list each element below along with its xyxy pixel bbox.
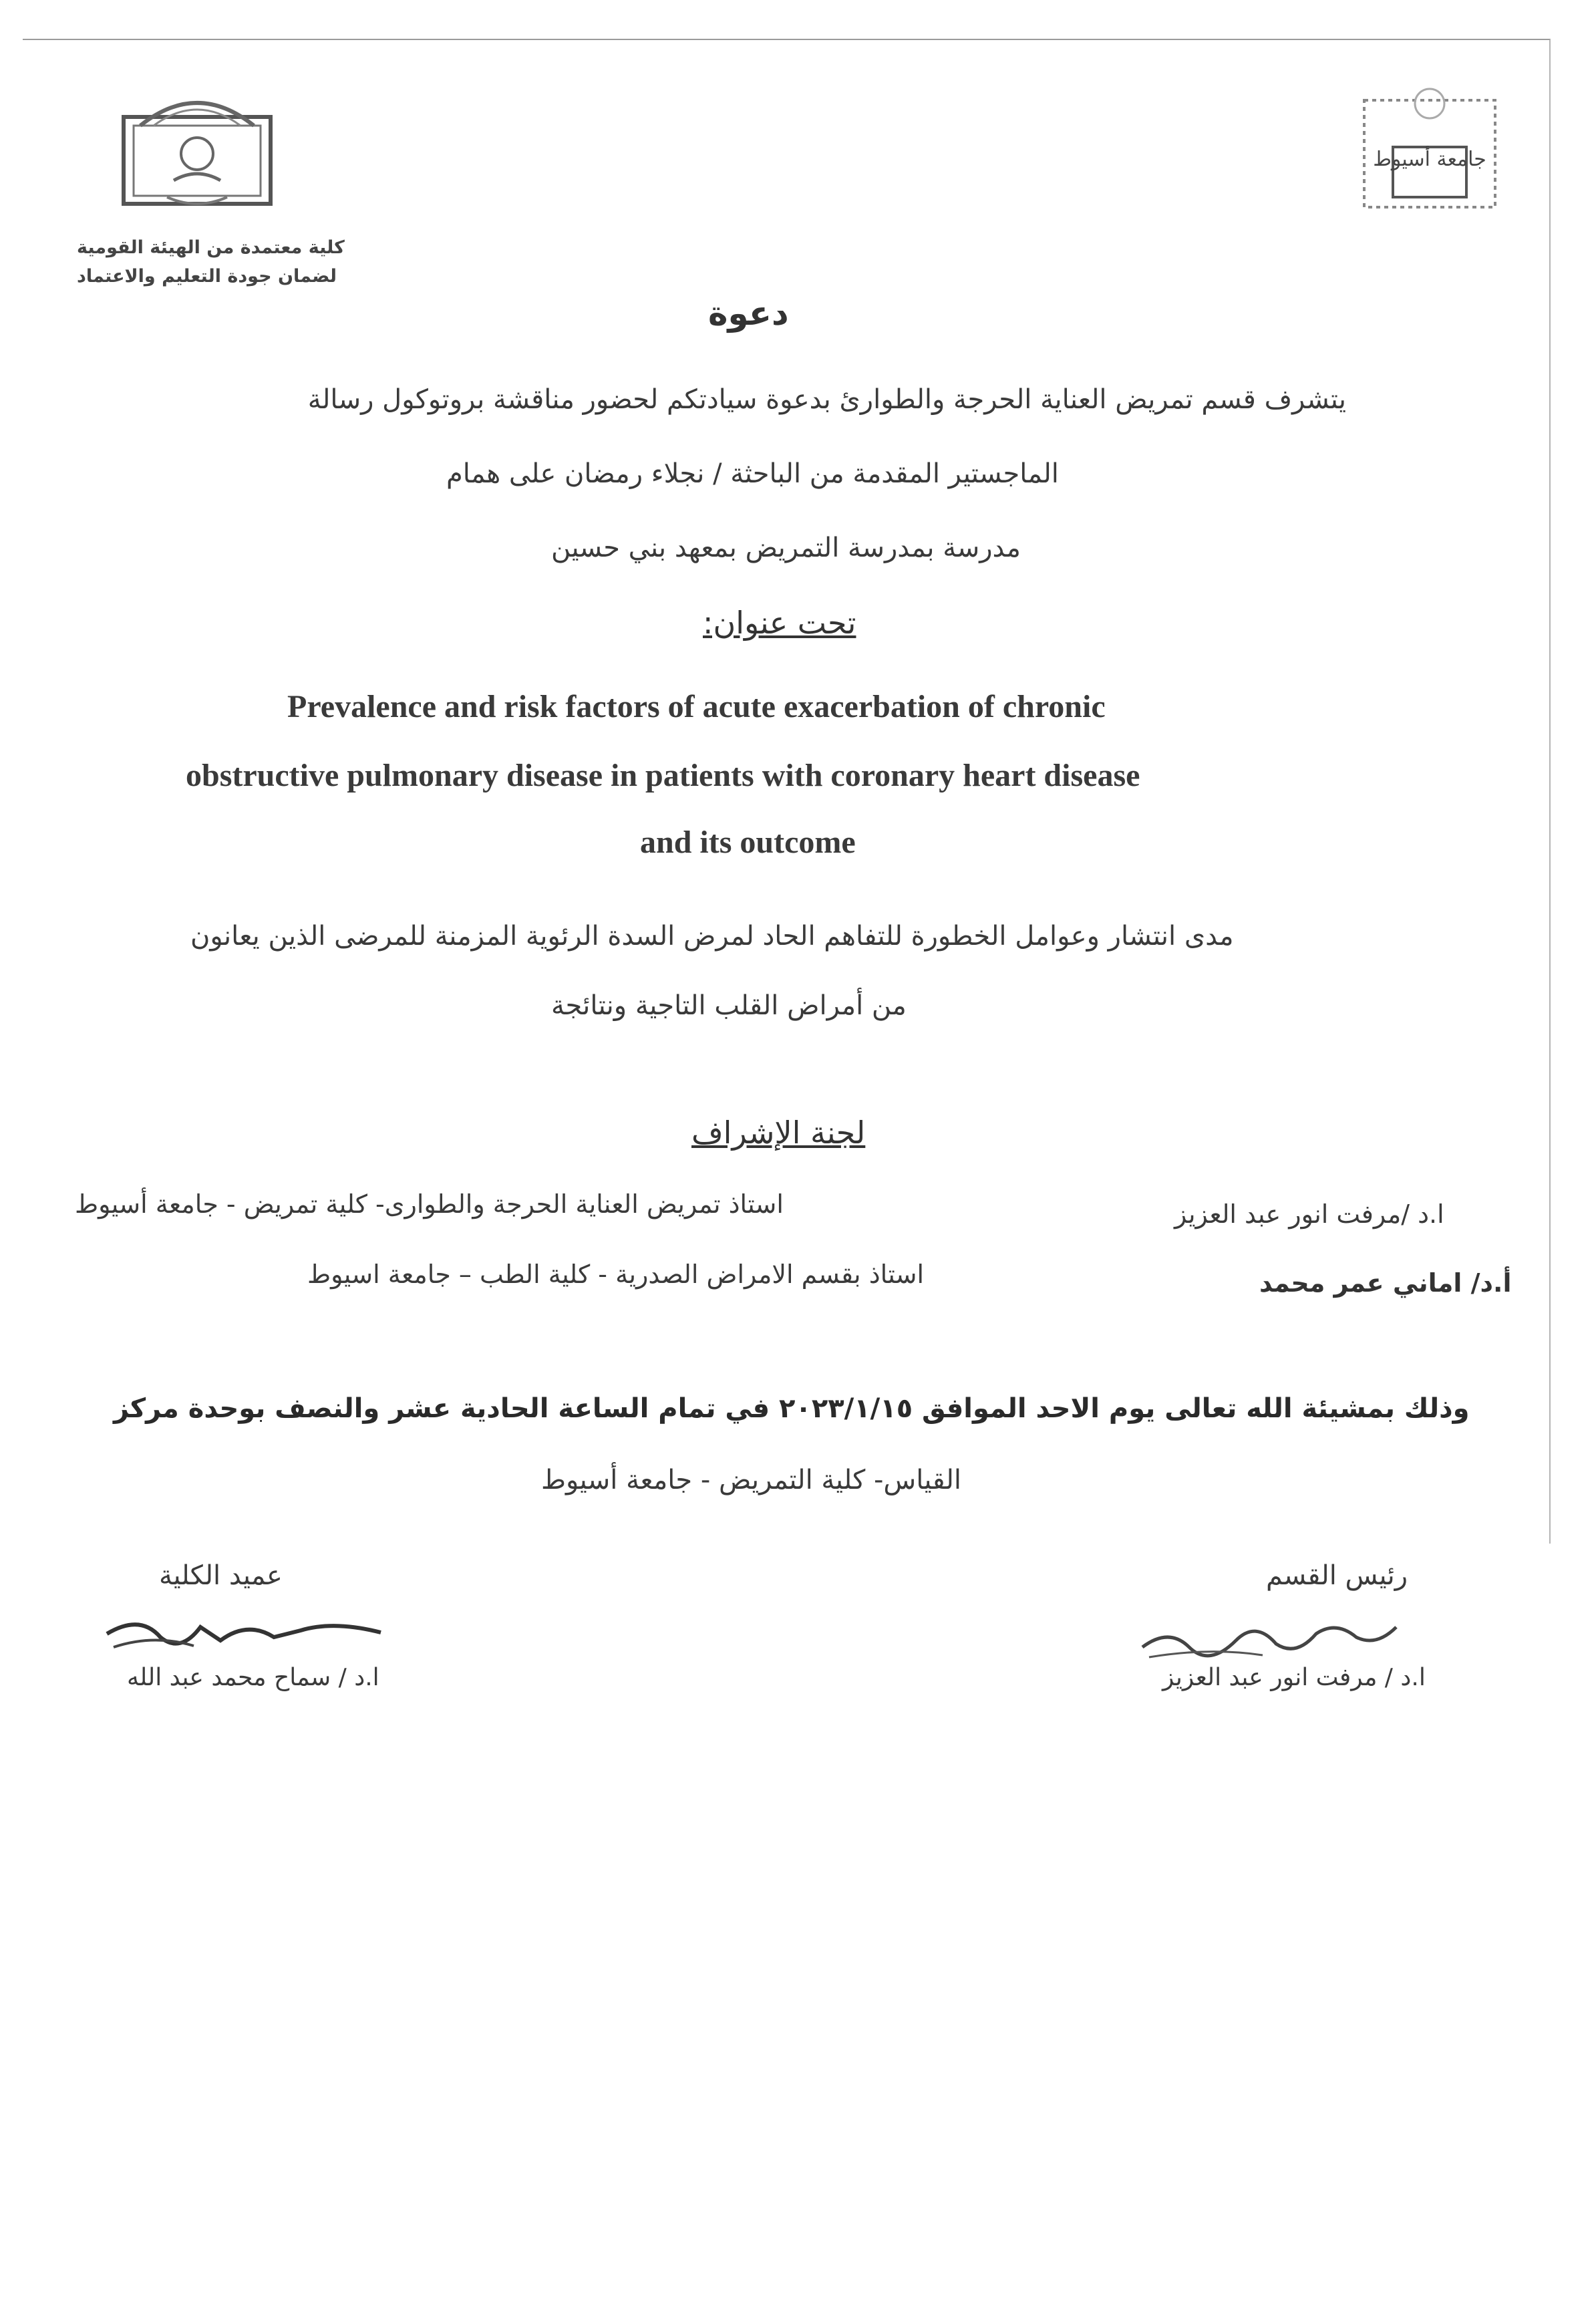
- dean-name: ا.د / سماح محمد عبد الله: [127, 1664, 379, 1691]
- invitation-line1: يتشرف قسم تمريض العناية الحرجة والطوارئ بدعوة سيادتكم لحضور مناقشة بروتوكول رسالة: [307, 384, 1346, 415]
- university-logo: [1356, 80, 1503, 214]
- committee-member-1-name: ا.د /مرفت انور عبد العزيز: [1174, 1199, 1444, 1229]
- thesis-title-en-line3: and its outcome: [640, 825, 856, 860]
- dept-head-name: ا.د / مرفت انور عبد العزيز: [1162, 1664, 1426, 1691]
- committee-heading: لجنة الإشراف: [691, 1115, 866, 1151]
- accreditation-line1: كلية معتمدة من الهيئة القومية: [77, 237, 345, 258]
- thesis-title-en-line2: obstructive pulmonary disease in patients with coronary heart disease: [186, 758, 1140, 793]
- committee-member-2-name: أ.د/ اماني عمر محمد: [1259, 1268, 1512, 1298]
- thesis-title-ar-line1: مدى انتشار وعوامل الخطورة للتفاهم الحاد لمرض السدة الرئوية المزمنة للمرضى الذين يعانون: [190, 921, 1234, 952]
- invitation-line2: الماجستير المقدمة من الباحثة / نجلاء رمضان على همام: [446, 458, 1059, 489]
- dept-head-signature: [1129, 1600, 1410, 1667]
- schedule-line2: القياس- كلية التمريض - جامعة أسيوط: [541, 1465, 962, 1495]
- schedule-line1: وذلك بمشيئة الله تعالى يوم الاحد الموافق ٢٠٢٣/١/١٥ في تمام الساعة الحادية عشر والنصف بوحدة مركز: [114, 1393, 1470, 1424]
- faculty-logo: [114, 87, 281, 214]
- invitation-line3: مدرسة بمدرسة التمريض بمعهد بني حسين: [551, 533, 1021, 563]
- university-logo-text: جامعة أسيوط: [1373, 148, 1486, 171]
- dept-head-title: رئيس القسم: [1266, 1560, 1408, 1591]
- thesis-title-ar-line2: من أمراض القلب التاجية ونتائجة: [551, 990, 907, 1021]
- subtitle-label: تحت عنوان:: [703, 605, 856, 641]
- invitation-title: دعوة: [708, 294, 789, 333]
- committee-member-2-position: استاذ بقسم الامراض الصدرية - كلية الطب – جامعة اسيوط: [307, 1260, 925, 1289]
- dean-title: عميد الكلية: [159, 1560, 283, 1591]
- thesis-title-en-line1: Prevalence and risk factors of acute exacerbation of chronic: [287, 689, 1106, 724]
- accreditation-line2: لضمان جودة التعليم والاعتماد: [77, 266, 337, 287]
- dean-signature: [100, 1600, 394, 1667]
- committee-member-1-position: استاذ تمريض العناية الحرجة والطوارى- كلية تمريض - جامعة أسيوط: [75, 1189, 784, 1219]
